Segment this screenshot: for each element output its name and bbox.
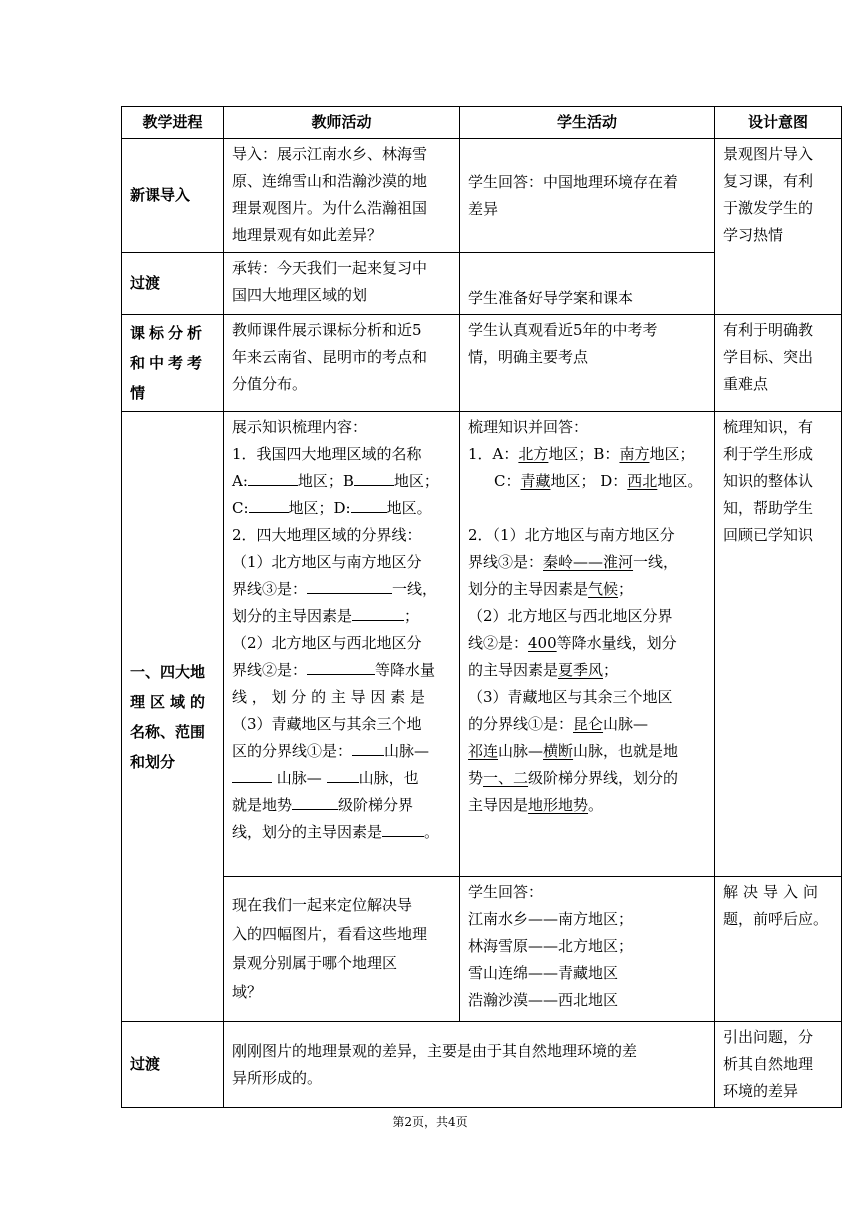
answer-text: 北方 xyxy=(518,445,549,463)
text-line: 环境的差异 xyxy=(723,1082,799,1100)
text-line: C：青藏地区； D：西北地区。 xyxy=(494,472,703,490)
text-line: 和划分 xyxy=(130,752,176,771)
student-cell xyxy=(460,139,715,253)
text-line: 的分界线①是：昆仑山脉— xyxy=(468,715,649,733)
answer-blank[interactable] xyxy=(382,821,424,837)
answer-text: 400 xyxy=(528,634,557,652)
text-line: 原、连绵雪山和浩瀚沙漠的地 xyxy=(232,172,428,190)
text-line: 知识的整体认 xyxy=(723,472,814,490)
text-line: 区的分界线①是： 山脉— xyxy=(232,742,430,760)
answer-blank[interactable] xyxy=(249,497,289,513)
text-line: 利于学生形成 xyxy=(723,445,814,463)
text-line: C: 地区；D: 地区。 xyxy=(232,499,432,517)
text-line: 情，明确主要考点 xyxy=(468,348,589,366)
text-line: 导入：展示江南水乡、林海雪 xyxy=(232,145,428,163)
header-intent: 设计意图 xyxy=(715,107,842,139)
text-line: 景观图片导入 xyxy=(723,145,814,163)
teacher-cell xyxy=(224,253,460,315)
text-line: 学生准备好导学案和课本 xyxy=(468,289,634,307)
text-line: 差异 xyxy=(468,200,499,218)
text-line: 线 ， 划 分 的 主 导 因 素 是 xyxy=(232,688,425,706)
text-line: 复习课，有利 xyxy=(723,172,814,190)
row-curriculum xyxy=(122,315,842,412)
answer-blank[interactable] xyxy=(232,767,272,783)
answer-blank[interactable] xyxy=(351,497,387,513)
answer-blank[interactable] xyxy=(307,578,392,594)
text-line: 界线③是： 一线， xyxy=(232,580,438,598)
answer-text: 西北 xyxy=(627,472,658,490)
row-new-lesson xyxy=(122,139,842,253)
text-line: A: 地区；B 地区； xyxy=(232,472,439,490)
stage-cell: 新课导入 xyxy=(122,139,224,253)
answer-text: 昆仑 xyxy=(573,715,604,733)
text-line: 景观分别属于哪个地理区 xyxy=(232,954,398,972)
text-line: 地理景观有如此差异？ xyxy=(232,226,383,244)
text-line: 就是地势 级阶梯分界 xyxy=(232,796,414,814)
intent-cell xyxy=(715,139,842,315)
text-line: 解决导入问 xyxy=(723,883,824,901)
text-line: 知，帮助学生 xyxy=(723,499,814,517)
text-line: 2．四大地理区域的分界线： xyxy=(232,526,422,544)
answer-text: 青藏 xyxy=(520,472,551,490)
intent-cell xyxy=(715,1022,842,1108)
text-line: 理景观图片。为什么浩瀚祖国 xyxy=(232,199,428,217)
student-cell xyxy=(460,315,715,412)
text-line: 线②是：400等降水量线，划分 xyxy=(468,634,677,652)
text-line: 刚刚图片的地理景观的差异，主要是由于其自然地理环境的差 xyxy=(232,1041,638,1060)
text-line: （1）北方地区与南方地区分 xyxy=(232,553,422,571)
header-row xyxy=(122,107,842,139)
intent-cell xyxy=(715,877,842,1022)
text-line: 林海雪原——北方地区； xyxy=(468,937,634,955)
teacher-cell xyxy=(224,412,460,877)
teacher-cell xyxy=(224,139,460,253)
text-line: （2）北方地区与西北地区分界 xyxy=(468,607,673,625)
text-line: 析其自然地理 xyxy=(723,1055,814,1073)
text-line: 重难点 xyxy=(723,375,769,393)
stage-cell xyxy=(122,315,224,412)
answer-text: 横断 xyxy=(543,742,574,760)
answer-blank[interactable] xyxy=(354,470,394,486)
text-line: 界线③是：秦岭——淮河一线， xyxy=(468,553,679,571)
text-line: 江南水乡——南方地区； xyxy=(468,910,634,928)
answer-blank[interactable] xyxy=(352,740,384,756)
text-line: 主导因是地形地势。 xyxy=(468,796,604,814)
text-line: 梳理知识并回答： xyxy=(468,418,589,436)
text-line: 2．（1）北方地区与南方地区分 xyxy=(468,526,675,544)
intent-cell xyxy=(715,412,842,877)
text-line: 年来云南省、昆明市的考点和 xyxy=(232,348,428,366)
text-line: 1．我国四大地理区域的名称 xyxy=(232,445,422,463)
text-line: 回顾已学知识 xyxy=(723,526,814,544)
text-line: 题，前呼后应。 xyxy=(723,910,829,928)
answer-blank[interactable] xyxy=(352,605,404,621)
answer-blank[interactable] xyxy=(307,659,375,675)
text-line: 理区域的 xyxy=(130,692,211,711)
text-line: 祁连山脉—横断山脉，也就是地 xyxy=(468,742,679,760)
header-stage: 教学进程 xyxy=(122,107,224,139)
student-cell xyxy=(460,253,715,315)
row-locate-images xyxy=(122,877,842,1022)
text-line: 和中考考 xyxy=(130,354,207,372)
teacher-cell xyxy=(224,315,460,412)
text-line: 划分的主导因素是 ； xyxy=(232,607,420,625)
text-line: 入的四幅图片，看看这些地理 xyxy=(232,925,428,943)
intent-cell xyxy=(715,315,842,412)
text-line: 一、四大地 xyxy=(130,662,206,681)
text-line: 山脉— 山脉，也 xyxy=(232,765,451,792)
merged-activity-cell xyxy=(224,1022,715,1108)
header-student: 学生活动 xyxy=(460,107,715,139)
text-line: 势一、二级阶梯分界线，划分的 xyxy=(468,769,679,787)
text-line: 国四大地理区域的划 xyxy=(232,286,368,304)
row-four-regions xyxy=(122,412,842,877)
header-teacher: 教师活动 xyxy=(224,107,460,139)
text-line: 划分的主导因素是气候； xyxy=(468,580,634,598)
text-line: 域？ xyxy=(232,983,263,1001)
student-cell xyxy=(460,412,715,877)
text-line: 于激发学生的 xyxy=(723,199,814,217)
answer-text: 气候 xyxy=(588,580,619,598)
text-line: 学生回答： xyxy=(468,883,544,901)
stage-cell xyxy=(122,412,224,1022)
student-cell xyxy=(460,877,715,1022)
blank-line xyxy=(468,495,706,522)
text-line: 引出问题，分 xyxy=(723,1028,814,1046)
answer-text: 地形地势 xyxy=(528,796,589,814)
teacher-cell xyxy=(224,877,460,1022)
text-line: 1．A：北方地区；B：南方地区； xyxy=(468,445,695,463)
page-footer: 第2页，共4页 xyxy=(392,1115,468,1129)
stage-cell: 过渡 xyxy=(122,253,224,315)
text-line: 学目标、突出 xyxy=(723,348,814,366)
text-line: 名称、范围 xyxy=(130,722,206,741)
text-line: 课标分析 xyxy=(130,324,207,342)
lesson-plan-table xyxy=(121,106,842,1108)
answer-blank[interactable] xyxy=(327,767,359,783)
text-line: 界线②是： 等降水量 xyxy=(232,661,436,679)
text-line: 的主导因素是夏季风； xyxy=(468,661,619,679)
text-line: 承转：今天我们一起来复习中 xyxy=(232,259,428,277)
text-line: 有利于明确教 xyxy=(723,321,814,339)
text-line: 梳理知识，有 xyxy=(723,418,814,436)
stage-cell: 过渡 xyxy=(122,1022,224,1108)
text-line: 学习热情 xyxy=(723,226,784,244)
text-line: 展示知识梳理内容： xyxy=(232,418,368,436)
answer-text: 秦岭——淮河 xyxy=(543,553,634,571)
answer-blank[interactable] xyxy=(292,794,338,810)
answer-text: 祁连 xyxy=(468,742,499,760)
text-line: 异所形成的。 xyxy=(232,1068,323,1087)
text-line: 教师课件展示课标分析和近5 xyxy=(232,321,422,339)
text-line: （3）青藏地区与其余三个地区 xyxy=(468,688,673,706)
answer-blank[interactable] xyxy=(248,470,298,486)
text-line: 情 xyxy=(130,384,146,402)
text-line: （2）北方地区与西北地区分 xyxy=(232,634,422,652)
text-line: （3）青藏地区与其余三个地 xyxy=(232,715,422,733)
text-line: 现在我们一起来定位解决导 xyxy=(232,896,413,914)
answer-text: 一、二 xyxy=(483,769,529,787)
answer-text: 南方 xyxy=(619,445,650,463)
text-line: 雪山连绵——青藏地区 xyxy=(468,964,619,982)
text-line: 学生回答：中国地理环境存在着 xyxy=(468,173,679,191)
text-line: 分值分布。 xyxy=(232,375,308,393)
answer-text: 夏季风 xyxy=(558,661,604,679)
row-transition-2 xyxy=(122,1022,842,1108)
text-line: 学生认真观看近5年的中考考 xyxy=(468,321,658,339)
text-line: 浩瀚沙漠——西北地区 xyxy=(468,991,619,1009)
text-line: 线，划分的主导因素是 。 xyxy=(232,823,440,841)
